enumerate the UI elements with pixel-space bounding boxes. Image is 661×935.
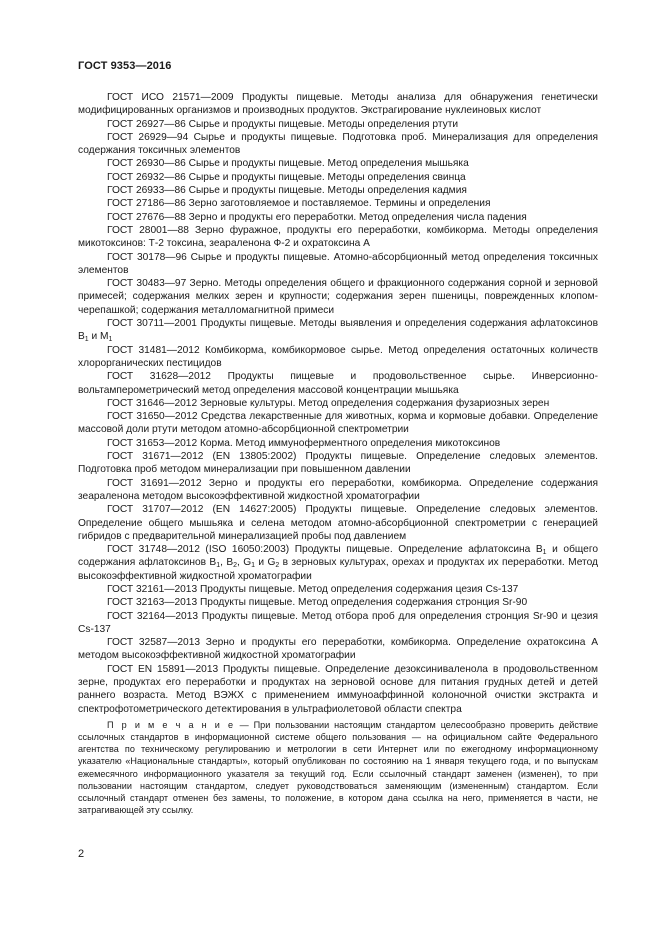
- reference-text: ГОСТ 27676—88 Зерно и продукты его переработки. Метод определения числа падения: [107, 211, 527, 223]
- reference-item: [78, 118, 598, 131]
- reference-item: [78, 636, 598, 663]
- reference-subscript: 1: [84, 336, 89, 344]
- reference-text: ГОСТ EN 15891—2013 Продукты пищевые. Определение дезоксиниваленола в продовольственном зерне, продуктах его переработки и продуктах на зерновой основе для питания грудных детей и детей раннего возраста. Метод ВЭЖХ с применением иммуноаффинной колоночной очистки экстракта и спектрофотометрического детектирования в ультрафиолетовой области спектра: [78, 663, 598, 715]
- reference-item: [78, 171, 598, 184]
- reference-text: , B: [220, 557, 234, 569]
- reference-subscript: 1: [108, 336, 113, 344]
- reference-item: [78, 543, 598, 583]
- reference-text: ГОСТ 32163—2013 Продукты пищевые. Метод определения содержания стронция Sr-90: [107, 597, 528, 609]
- document-header: ГОСТ 9353—2016: [78, 60, 172, 72]
- reference-item: [78, 184, 598, 197]
- reference-text: ГОСТ 31650—2012 Средства лекарственные для животных, корма и кормовые добавки. Определение массовой доли ртути методом атомно-абсорбционной спектрометрии: [78, 411, 598, 436]
- reference-subscript: 1: [216, 562, 221, 570]
- reference-item: [78, 370, 598, 397]
- reference-text: ГОСТ 26933—86 Сырье и продукты пищевые. Методы определения кадмия: [107, 185, 467, 197]
- reference-text: ГОСТ 26930—86 Сырье и продукты пищевые. Метод определения мышьяка: [107, 158, 469, 170]
- reference-text: ГОСТ 28001—88 Зерно фуражное, продукты его переработки, комбикорма. Методы определения микотоксинов: Т-2 токсина, зеараленона Ф-2 и охратоксина А: [78, 224, 598, 250]
- reference-text: ГОСТ 32161—2013 Продукты пищевые. Метод определения содержания цезия Cs-137: [107, 583, 519, 595]
- reference-text: ГОСТ 27186—86 Зерно заготовляемое и поставляемое. Термины и определения: [107, 198, 491, 210]
- reference-item: [78, 397, 598, 410]
- reference-subscript: 1: [251, 562, 256, 570]
- reference-item: [78, 251, 598, 278]
- reference-text: ГОСТ 31707—2012 (EN 14627:2005) Продукты пищевые. Определение следовых элементов. Определение общего мышьяка и селена методом атомно-абсорбционной спектрометрии с генерацией гибридов с предварительной минерализацией пробы под давлением: [78, 504, 598, 542]
- reference-text: ГОСТ 31671—2012 (EN 13805:2002) Продукты пищевые. Определение следовых элементов. Подготовка проб методом минерализации при повышенном давлении: [78, 451, 598, 476]
- reference-item: [78, 583, 598, 596]
- reference-text: ГОСТ 32587—2013 Зерно и продукты его переработки, комбикорма. Определение охратоксина А методом высокоэффективной жидкостной хроматографии: [78, 637, 598, 662]
- reference-text: ГОСТ 30711—2001 Продукты пищевые. Методы выявления и определения содержания афлатоксинов B: [78, 318, 598, 343]
- reference-subscript: 1: [542, 549, 547, 557]
- reference-item: [78, 224, 598, 251]
- reference-text: ГОСТ 26932—86 Сырье и продукты пищевые. Методы определения свинца: [107, 171, 466, 183]
- reference-text: и G: [255, 557, 276, 569]
- reference-subscript: 2: [233, 562, 238, 570]
- reference-item: [78, 610, 598, 637]
- note-paragraph: [78, 719, 598, 816]
- reference-text: ГОСТ 31481—2012 Комбикорма, комбикормовое сырье. Метод определения остаточных количеств хлорорганических пестицидов: [78, 344, 598, 369]
- reference-text: ГОСТ 32164—2013 Продукты пищевые. Метод отбора проб для определения стронция Sr-90 и цезия Cs-137: [78, 610, 598, 635]
- reference-item: [78, 596, 598, 609]
- note-text: — При пользовании настоящим стандартом целесообразно проверить действие ссылочных стандартов в информационной системе общего пользования — на официальном сайте Федерального агентства по техническому регулированию и метрологии в сети Интернет или по ежегодному информационному указателю «Национальные стандарты», который опубликован по состоянию на 1 января текущего года, и по выпускам ежемесячного информационного указателя за текущий год. Если ссылочный стандарт заменен (изменен), то при пользовании настоящим стандартом, следует руководствоваться заменяющим (измененным) стандартом. Если ссылочный стандарт отменен без замены, то положение, в котором дана ссылка на него, применяется в части, не затрагивающей эту ссылку.: [78, 720, 598, 816]
- reference-text: и общего содержания афлатоксинов B: [78, 544, 598, 569]
- reference-text: и M: [88, 331, 109, 343]
- reference-item: [78, 91, 598, 118]
- note-label: П р и м е ч а н и е: [107, 720, 235, 730]
- reference-text: ГОСТ 26927—86 Сырье и продукты пищевые. Методы определения ртути: [107, 118, 459, 130]
- reference-text: ГОСТ 31646—2012 Зерновые культуры. Метод определения содержания фузариозных зерен: [107, 397, 550, 409]
- reference-text: ГОСТ 31748—2012 (ISO 16050:2003) Продукты пищевые. Определение афлатоксина B: [107, 544, 543, 556]
- reference-item: [78, 344, 598, 371]
- reference-item: [78, 157, 598, 170]
- reference-text: в зерновых культурах, орехах и продуктах их переработки. Метод высокоэффективной жидкостной хроматографии: [78, 557, 598, 582]
- reference-item: [78, 211, 598, 224]
- reference-item: [78, 663, 598, 716]
- reference-item: [78, 131, 598, 158]
- page-number: 2: [78, 848, 85, 860]
- reference-item: [78, 277, 598, 317]
- note-block: [78, 719, 598, 816]
- reference-text: ГОСТ 26929—94 Сырье и продукты пищевые. Подготовка проб. Минерализация для определения содержания токсичных элементов: [78, 131, 598, 157]
- reference-text: ГОСТ 30483—97 Зерно. Методы определения общего и фракционного содержания сорной и зерновой примесей; содержания мелких зерен и крупности; содержания зерен пшеницы, поврежденных клопом-черепашкой; содержания металломагнитной примеси: [78, 278, 598, 316]
- reference-text: ГОСТ 30178—96 Сырье и продукты пищевые. Атомно-абсорбционный метод определения токсичных элементов: [78, 251, 598, 276]
- reference-item: [78, 477, 598, 504]
- reference-text: ГОСТ 31653—2012 Корма. Метод иммуноферментного определения микотоксинов: [107, 437, 501, 449]
- normative-references-list: [78, 91, 598, 716]
- reference-text: ГОСТ 31691—2012 Зерно и продукты его переработки, комбикорма. Определение содержания зеараленона методом высокоэффективной жидкостной хроматографии: [78, 477, 598, 502]
- reference-subscript: 2: [275, 562, 280, 570]
- reference-item: [78, 197, 598, 210]
- reference-item: [78, 410, 598, 437]
- reference-text: , G: [237, 557, 252, 569]
- reference-item: [78, 503, 598, 543]
- reference-item: [78, 437, 598, 450]
- reference-item: [78, 317, 598, 344]
- reference-item: [78, 450, 598, 477]
- reference-text: ГОСТ 31628—2012 Продукты пищевые и продовольственное сырье. Инверсионно-вольтамперометрический метод определения массовой концентрации мышьяка: [78, 371, 598, 396]
- reference-text: ГОСТ ИСО 21571—2009 Продукты пищевые. Методы анализа для обнаружения генетически модифицированных организмов и производных продуктов. Экстрагирование нуклеиновых кислот: [78, 92, 598, 117]
